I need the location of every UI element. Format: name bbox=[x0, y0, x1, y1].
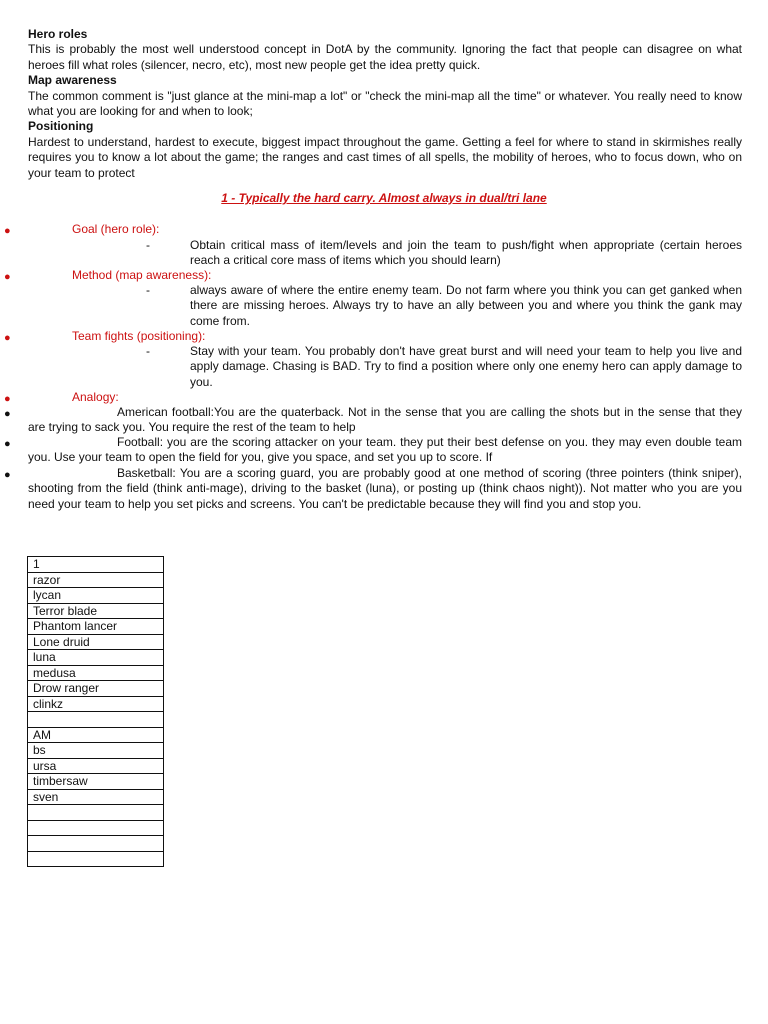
table-cell: medusa bbox=[28, 665, 164, 681]
table-row bbox=[28, 851, 164, 867]
table-row bbox=[28, 634, 164, 650]
table-row bbox=[28, 588, 164, 604]
bullet-icon: ● bbox=[4, 393, 11, 405]
paragraph-positioning: Hardest to understand, hardest to execute, biggest impact throughout the game. Getting a feel for where to stand in skirmishes really requires you to know a lot about the game; the ranges and cast times of all spells, the mobility of heroes, who to focus down, who on your team to protect bbox=[28, 134, 742, 180]
teamfight-text: Stay with your team. You probably don't have great burst and will need your team to help you live and apply damage. Chasing is BAD. Try to find a position where only one enemy hero can apply damage to you. bbox=[190, 344, 742, 389]
table-cell: clinkz bbox=[28, 696, 164, 712]
carry-section-title: 1 - Typically the hard carry. Almost always in dual/tri lane bbox=[221, 191, 547, 205]
table-cell: Terror blade bbox=[28, 603, 164, 619]
method-label: Method (map awareness): bbox=[72, 268, 212, 282]
table-row bbox=[28, 572, 164, 588]
dash-marker: - bbox=[146, 344, 150, 358]
table-cell: Drow ranger bbox=[28, 681, 164, 697]
bullet-icon: ● bbox=[4, 469, 11, 481]
table-row bbox=[28, 805, 164, 821]
table-cell bbox=[28, 712, 164, 728]
table-row bbox=[28, 681, 164, 697]
goal-text: Obtain critical mass of item/levels and join the team to push/fight when appropriate (certain heroes reach a critical core mass of items which you should learn) bbox=[190, 238, 742, 268]
table-cell bbox=[28, 836, 164, 852]
table-row bbox=[28, 619, 164, 635]
table-cell: razor bbox=[28, 572, 164, 588]
table-row bbox=[28, 820, 164, 836]
hero-table bbox=[27, 556, 164, 867]
paragraph-map-awareness: The common comment is "just glance at the mini-map a lot" or "check the mini-map all the time" or whatever. You really need to know what you are looking for and when to look; bbox=[28, 88, 742, 119]
bullet-icon: ● bbox=[4, 408, 11, 420]
table-cell: luna bbox=[28, 650, 164, 666]
table-row bbox=[28, 789, 164, 805]
table-row bbox=[28, 557, 164, 573]
table-row bbox=[28, 836, 164, 852]
table-cell bbox=[28, 805, 164, 821]
table-cell: bs bbox=[28, 743, 164, 759]
table-cell: Phantom lancer bbox=[28, 619, 164, 635]
bullet-icon: ● bbox=[4, 332, 11, 344]
dash-marker: - bbox=[146, 283, 150, 297]
heading-positioning: Positioning bbox=[28, 119, 94, 134]
dash-marker: - bbox=[146, 238, 150, 252]
table-cell: AM bbox=[28, 727, 164, 743]
table-cell bbox=[28, 851, 164, 867]
heading-hero-roles: Hero roles bbox=[28, 27, 88, 41]
analogy-basketball: Basketball: You are a scoring guard, you are probably good at one method of scoring (three pointers (think sniper), shooting from the field (think anti-mage), driving to the basket (luna), or posting up (think chaos night)). Not matter who you are you need your team to help you set picks and screens. You can't be predictable because they will find you and stop you. bbox=[28, 466, 742, 511]
table-cell: lycan bbox=[28, 588, 164, 604]
teamfight-label: Team fights (positioning): bbox=[72, 329, 206, 343]
table-row bbox=[28, 696, 164, 712]
table-cell: ursa bbox=[28, 758, 164, 774]
table-cell: Lone druid bbox=[28, 634, 164, 650]
table-cell: timbersaw bbox=[28, 774, 164, 790]
method-text: always aware of where the entire enemy team. Do not farm where you think you can get ganked when there are missing heroes. Always try to have an ally between you and where you think the gank may come from. bbox=[190, 283, 742, 328]
table-row bbox=[28, 727, 164, 743]
bullet-icon: ● bbox=[4, 225, 11, 237]
analogy-football: Football: you are the scoring attacker on your team. they put their best defense on you. they may even double team you. Use your team to open the field for you, give you space, and set you up to score. If bbox=[28, 435, 742, 465]
analogy-label: Analogy: bbox=[72, 390, 119, 404]
table-row bbox=[28, 712, 164, 728]
heading-map-awareness: Map awareness bbox=[28, 73, 117, 88]
goal-label: Goal (hero role): bbox=[72, 222, 160, 236]
analogy-american-football: American football:You are the quaterback. Not in the sense that you are calling the shots but in the sense that they are trying to sack you. You require the rest of the team to help bbox=[28, 405, 742, 435]
table-row bbox=[28, 758, 164, 774]
table-row bbox=[28, 650, 164, 666]
table-row bbox=[28, 774, 164, 790]
table-row bbox=[28, 603, 164, 619]
intro-section bbox=[28, 27, 742, 181]
table-row bbox=[28, 665, 164, 681]
table-cell bbox=[28, 820, 164, 836]
table-cell: 1 bbox=[28, 557, 164, 573]
bullet-icon: ● bbox=[4, 271, 11, 283]
bullet-icon: ● bbox=[4, 438, 11, 450]
table-row bbox=[28, 743, 164, 759]
paragraph-hero-roles: This is probably the most well understood concept in DotA by the community. Ignoring the fact that people can disagree on what heroes fill what roles (silencer, necro, etc), most new people get the idea pretty quick. bbox=[28, 42, 742, 72]
table-cell: sven bbox=[28, 789, 164, 805]
